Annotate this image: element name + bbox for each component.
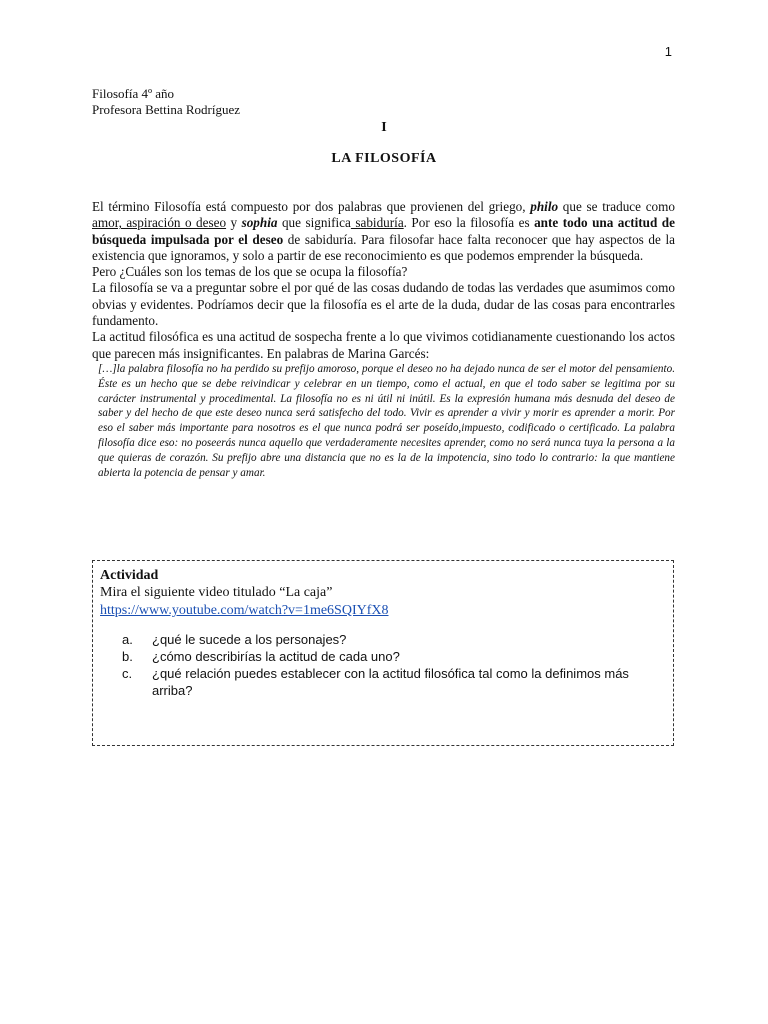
text-segment: que se traduce como [558, 199, 675, 214]
chapter-numeral: I [381, 120, 387, 135]
body-text [92, 199, 675, 480]
term-philo: philo [530, 199, 559, 214]
question-text: ¿cómo describirías la actitud de cada uno? [152, 649, 400, 664]
page-title: LA FILOSOFÍA [331, 151, 437, 166]
page-number: 1 [664, 44, 672, 59]
teacher-label: Profesora Bettina Rodríguez [92, 102, 241, 117]
video-link[interactable]: https://www.youtube.com/watch?v=1me6SQIYfX8 [100, 603, 389, 618]
term-sabiduria: sabiduría [350, 215, 404, 231]
text-segment: que significa [277, 215, 351, 231]
list-marker: a. [122, 632, 133, 647]
document-header [92, 86, 240, 118]
quote-marina-garces: […]la palabra filosofía no ha perdido su prefijo amoroso, porque el deseo no ha dejado nunca de ser el motor del pensamiento. Éste es un hecho que se debe reivindicar y celebrar en un tiempo, como el actual, en que el todo saber se legitima por su carácter instrumental y procedimental. La filosofía no es ni útil ni inútil. Es la expresión humana más desnuda del deseo de saber y del hecho de que este deseo nunca será satisfecho del todo. Vivir es aprender a vivir y morir es aprender a morir. Por eso el saber más importante para nosotros es el que nunca podrá ser poseído,impuesto, codificado o certificado. La palabra filosofía dice eso: no poseerás nunca aquello que verdaderamente necesites aprender, como no será nunca tuya la persona a la que quieras de corazón. Su prefijo abre una distancia que no es la de la impotencia, sino todo lo contrario: la que mantiene abierta la potencia de pensar y amar. [98, 362, 675, 479]
course-label: Filosofía 4º año [92, 86, 175, 101]
term-sophia: sophia [241, 215, 278, 231]
list-marker: b. [122, 649, 133, 664]
activity-instruction: Mira el siguiente video titulado “La caja” [100, 585, 333, 600]
paragraph-question: Pero ¿Cuáles son los temas de los que se ocupa la filosofía? [92, 264, 408, 280]
list-marker: c. [122, 666, 133, 681]
text-segment: El término Filosofía está compuesto por dos palabras que provienen del griego, [92, 199, 531, 214]
question-text: ¿qué le sucede a los personajes? [152, 632, 347, 647]
term-amor: amor, aspiración o deseo [92, 215, 227, 231]
paragraph-attitude: La actitud filosófica es una actitud de sospecha frente a lo que vivimos cotidianamente cuestionando los actos que parecen más insignificantes. En palabras de Marina Garcés: [92, 329, 675, 361]
text-segment: . Por eso la filosofía es [403, 215, 535, 231]
activity-title: Actividad [100, 568, 159, 583]
question-list [100, 631, 665, 699]
text-segment: y [226, 215, 242, 231]
emphasis-definition: ante todo una actitud de búsqueda impulsada por el deseo [92, 215, 675, 247]
list-item [100, 665, 665, 699]
list-item [100, 631, 665, 648]
paragraph-doubt: La filosofía se va a preguntar sobre el por qué de las cosas dudando de todas las verdades que asumimos como obvias y evidentes. Podríamos decir que la filosofía es el arte de la duda, dudar de las cosas para encontrarles fundamento. [92, 280, 676, 329]
list-item [100, 648, 665, 665]
paragraph-etymology [92, 199, 675, 264]
text-segment: de sabiduría. Para filosofar hace falta reconocer que hay aspectos de la existencia que ignoramos, y solo a partir de ese reconocimiento es que podemos emprender la búsqueda. [92, 231, 675, 263]
question-text: ¿qué relación puedes establecer con la actitud filosófica tal como la definimos más arriba? [152, 666, 629, 698]
activity-box [92, 560, 674, 746]
